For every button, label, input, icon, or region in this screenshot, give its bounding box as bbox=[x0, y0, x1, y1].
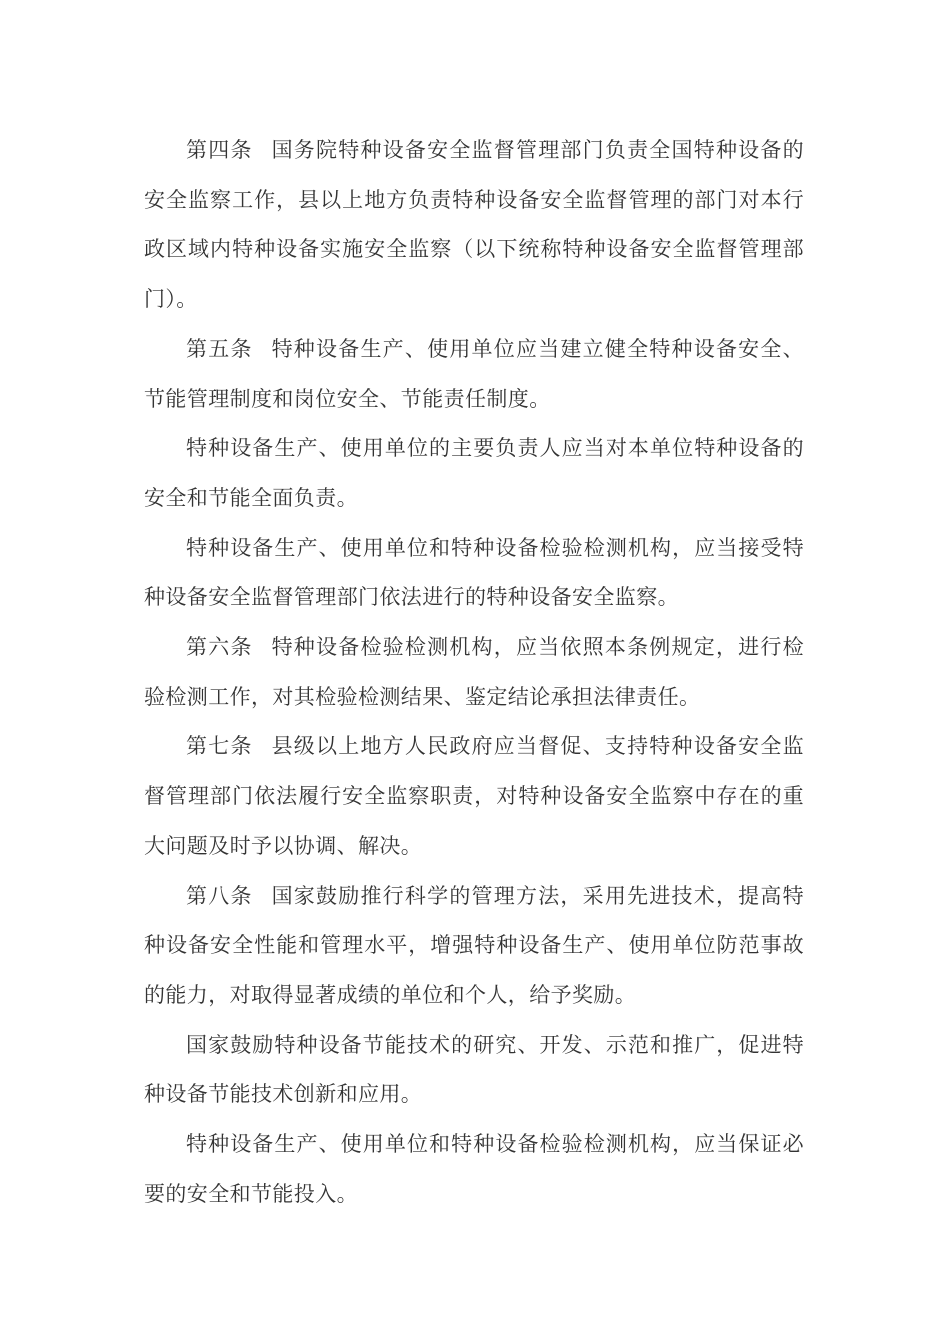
article-number: 第八条 bbox=[186, 883, 253, 908]
paragraph-text: 特种设备检验检测机构，应当依照本条例规定，进行检验检测工作，对其检验检测结果、鉴定结论承担法律责任。 bbox=[144, 635, 804, 709]
paragraph-article-8-clause-3 bbox=[144, 1120, 804, 1219]
paragraph-article-5-clause-3 bbox=[144, 524, 804, 623]
paragraph-article-7 bbox=[144, 722, 804, 871]
paragraph-text: 县级以上地方人民政府应当督促、支持特种设备安全监督管理部门依法履行安全监察职责，对特种设备安全监察中存在的重大问题及时予以协调、解决。 bbox=[144, 734, 804, 858]
paragraph-article-6 bbox=[144, 623, 804, 722]
paragraph-text: 国家鼓励推行科学的管理方法，采用先进技术，提高特种设备安全性能和管理水平，增强特种设备生产、使用单位防范事故的能力，对取得显著成绩的单位和个人，给予奖励。 bbox=[144, 883, 804, 1007]
document-body bbox=[144, 126, 804, 1219]
paragraph-article-5 bbox=[144, 325, 804, 424]
article-number: 第六条 bbox=[186, 635, 253, 660]
paragraph-text: 特种设备生产、使用单位和特种设备检验检测机构，应当保证必要的安全和节能投入。 bbox=[144, 1132, 804, 1206]
article-number: 第五条 bbox=[186, 336, 253, 361]
article-number: 第七条 bbox=[186, 734, 253, 759]
paragraph-text: 国家鼓励特种设备节能技术的研究、开发、示范和推广，促进特种设备节能技术创新和应用。 bbox=[144, 1032, 804, 1107]
paragraph-text: 国务院特种设备安全监督管理部门负责全国特种设备的安全监察工作，县以上地方负责特种设备安全监督管理的部门对本行政区域内特种设备实施安全监察（以下统称特种设备安全监督管理部门）。 bbox=[144, 138, 804, 312]
paragraph-text: 特种设备生产、使用单位的主要负责人应当对本单位特种设备的安全和节能全面负责。 bbox=[144, 436, 804, 510]
paragraph-text: 特种设备生产、使用单位和特种设备检验检测机构，应当接受特种设备安全监督管理部门依法进行的特种设备安全监察。 bbox=[144, 535, 804, 610]
paragraph-article-5-clause-2 bbox=[144, 424, 804, 523]
paragraph-text: 特种设备生产、使用单位应当建立健全特种设备安全、节能管理制度和岗位安全、节能责任制度。 bbox=[144, 336, 804, 411]
article-number: 第四条 bbox=[186, 138, 253, 162]
paragraph-article-8 bbox=[144, 872, 804, 1021]
paragraph-article-8-clause-2 bbox=[144, 1021, 804, 1120]
paragraph-article-4 bbox=[144, 126, 804, 325]
